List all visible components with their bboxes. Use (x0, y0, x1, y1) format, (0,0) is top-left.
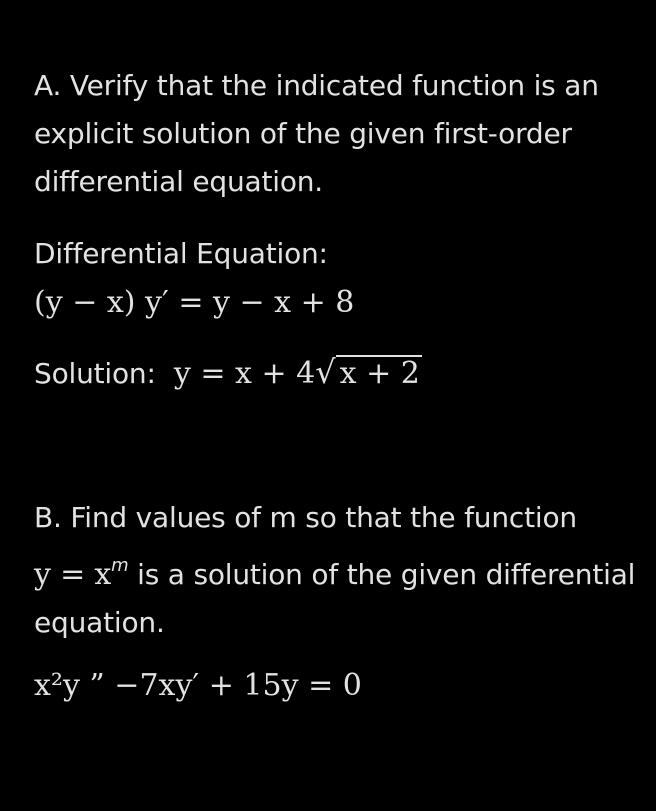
part-a-de-label: Differential Equation: (34, 237, 328, 270)
part-b-line-2-text: is a solution of the given differential (137, 558, 636, 591)
part-b-line-3: equation. (34, 606, 165, 639)
part-b-prompt (34, 494, 635, 647)
square-root (315, 350, 422, 396)
part-a-solution-label: Solution: (34, 357, 156, 390)
part-b-function-exponent: m (111, 555, 129, 576)
part-a-differential-equation: (y − x) y′ = y − x + 8 (34, 285, 355, 320)
part-a-prompt (34, 62, 599, 206)
part-b-differential-equation: x²y ” −7xy′ + 15y = 0 (34, 668, 362, 703)
part-b-function-base: y = x (34, 557, 112, 592)
radical-sign-icon: √ (315, 353, 336, 391)
part-a-line-1: A. Verify that the indicated function is an (34, 69, 599, 102)
part-a-solution-row (34, 350, 422, 398)
part-b-line-2 (34, 542, 635, 599)
part-a-line-2: explicit solution of the given first-order (34, 117, 572, 150)
part-b-line-1: B. Find values of m so that the function (34, 501, 577, 534)
part-a-solution-lhs: y = x + 4 (173, 356, 316, 391)
part-a-solution-radicand: x + 2 (336, 355, 422, 391)
part-a-line-3: differential equation. (34, 165, 323, 198)
